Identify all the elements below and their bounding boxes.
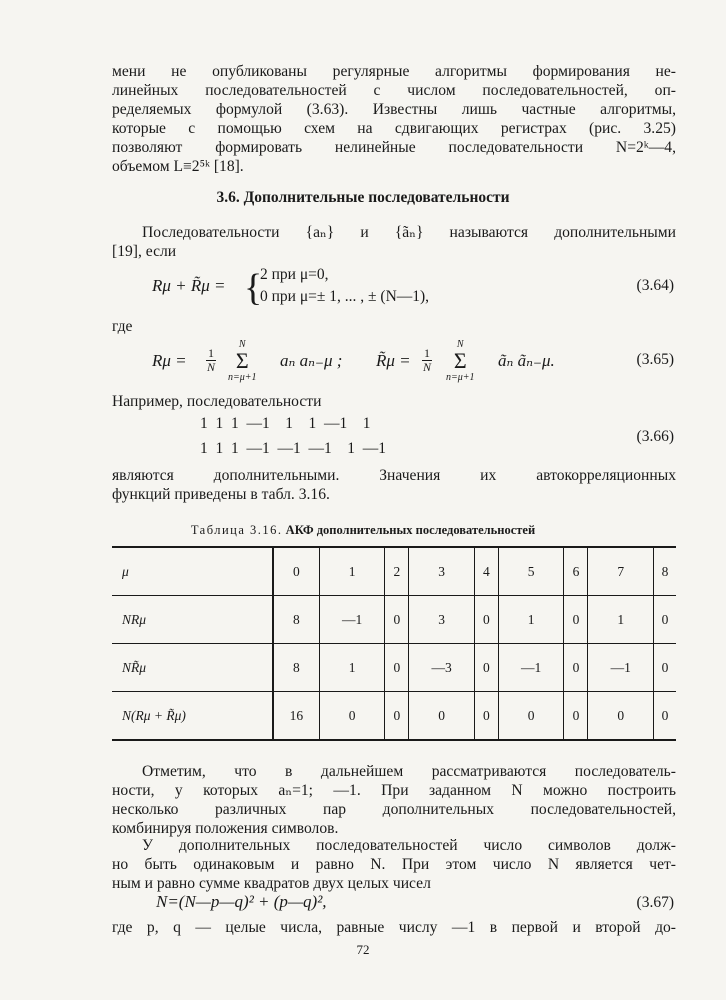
paragraph-symbols: У дополнительных последовательностей число символов долж- но быть одинаковым и равно N. При этом число N является чет- ным и равно сумме квадратов двух целых чисел: [112, 837, 676, 892]
equation-number-3-64: (3.64): [636, 277, 674, 294]
summation-symbol: N Σ n=μ+1: [228, 339, 257, 383]
paragraph-complementary: являются дополнительными. Значения их автокорреляционных функций приведены в табл. 3.16.: [112, 467, 676, 503]
paragraph-intro: мени не опубликованы регулярные алгоритмы формирования не- линейных последовательностей с числом последовательностей, оп- ределяемых формулой (3.63). Известны лишь частные алгоритмы, которые с помощью схем на сдвигающих регистрах (рис. 3.25) позволяют формировать нелинейные последовательности N=2ᵏ—4, объемом L≡2⁵ᵏ [18].: [112, 63, 676, 175]
table-row: N(Rμ + R̃μ) 16 0 0 0 0 0 0 0 0: [112, 692, 676, 741]
page-number: 72: [356, 942, 370, 957]
equation-number-3-67: (3.67): [636, 894, 674, 911]
equation-number-3-65: (3.65): [636, 351, 674, 368]
where-label: где: [112, 318, 133, 335]
table-header-row: μ 0 1 2 3 4 5 6 7 8: [112, 547, 676, 596]
paragraph-definition: Последовательности {aₙ} и {ãₙ} называются дополнительными [19], если: [112, 224, 676, 260]
book-page: мени не опубликованы регулярные алгоритмы формирования не- линейных последовательностей с числом последовательностей, оп- ределяемых формулой (3.63). Известны лишь частные алгоритмы, которые с помощью схем на сдвигающих регистрах (рис. 3.25) позволяют формировать нелинейные последовательности N=2ᵏ—4, объемом L≡2⁵ᵏ [18]. 3.6. Дополнительные последовательности Последовательности {aₙ} и {ãₙ} называются дополнительными [19], если Rμ + R̃μ = { 2 при μ=0, 0 при μ=± 1, ... , ± (N—1), (3.64) где Rμ = $\frac{1}{N}$ N Σ n=μ+1 aₙ aₙ₋μ ; R̃μ = $\frac{1}{N}$ N Σ n=μ+1 ãₙ ãₙ₋μ. (3.65) Например, последовательности 1 1 1 —1 1 1 —1 1 1 1 1 —1 —1 —1 1 —1 (3.66) являются дополнительными. Значения их автокорреляционных функций приведены в табл. 3.16. Таблица 3.16. АКФ дополнительных последовательностей μ 0 1 2 3 4 5 6 7 8 NRμ 8 —1 0 3 0 1 0 1 0 NR̃μ 8 1 0 —3 0 —1 0 —1 0 N(Rμ + R̃μ) 16 0 0 0 0 0 0 0 0 Отметим, что в дальнейшем рассматриваются последователь- ности, у которых aₙ=1; —1. При заданном N можно построить несколько различных пар дополнительных последовательностей, комбинируя положения символов. У дополнительных последовательностей число символов долж- но быть одинаковым и равно N. При этом число N является чет- ным и равно сумме квадратов двух целых чисел N=(N—p—q)² + (p—q)², (3.67) где p, q — целые числа, равные числу —1 в первой и второй до- 72: [0, 0, 726, 1000]
section-title: 3.6. Дополнительные последовательности: [216, 189, 510, 206]
table-row: NRμ 8 —1 0 3 0 1 0 1 0: [112, 596, 676, 644]
sequence-b: 1 1 1 —1 —1 —1 1 —1: [200, 440, 386, 457]
summation-symbol-2: N Σ n=μ+1: [446, 339, 475, 383]
table-row: NR̃μ 8 1 0 —3 0 —1 0 —1 0: [112, 644, 676, 692]
paragraph-pq: где p, q — целые числа, равные числу —1 в первой и второй до-: [112, 919, 676, 936]
equation-number-3-66: (3.66): [636, 428, 674, 445]
acf-table: [112, 546, 676, 741]
example-intro: Например, последовательности: [112, 393, 322, 410]
equation-3-67: N=(N—p—q)² + (p—q)²,: [156, 892, 327, 911]
paragraph-note: Отметим, что в дальнейшем рассматриваются последователь- ности, у которых aₙ=1; —1. При заданном N можно построить несколько различных пар дополнительных последовательностей, комбинируя положения символов.: [112, 763, 676, 837]
table-caption: Таблица 3.16. АКФ дополнительных последовательностей: [190, 523, 536, 537]
sequence-a: 1 1 1 —1 1 1 —1 1: [200, 415, 371, 432]
equation-3-65: Rμ = $\frac{1}{N}$ N Σ n=μ+1 aₙ aₙ₋μ ; R̃μ = $\frac{1}{N}$ N Σ n=μ+1 ãₙ ãₙ₋μ.: [152, 339, 555, 383]
